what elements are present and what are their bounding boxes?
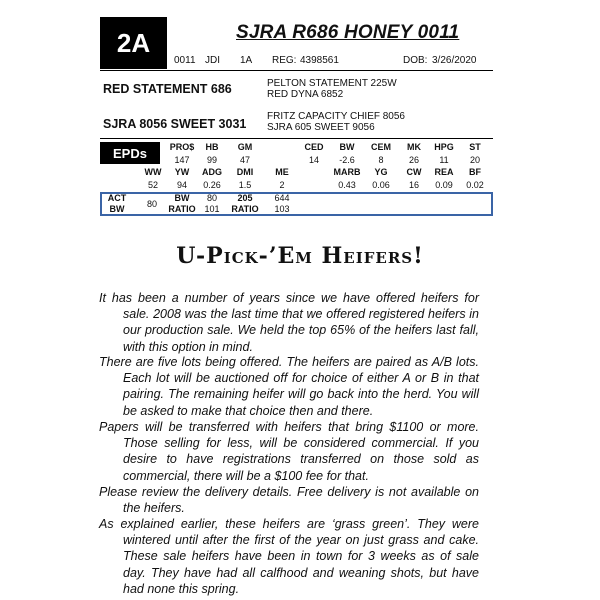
paragraph: There are five lots being offered. The heifers are paired as A/B lots. Each lot will be auctioned off for choice of either A or B in that pairing. The remaining heifer will go back into the herd. You will be asked to make that choice then and there.: [99, 355, 479, 418]
epd-header: CEM: [371, 142, 391, 152]
dam-of-sire: RED DYNA 6852: [267, 89, 344, 100]
epd-header: CW: [406, 167, 422, 177]
epd-header: BW: [339, 142, 355, 152]
wean-ratio-label: RATIO: [231, 204, 259, 214]
epd-value: 26: [408, 155, 419, 165]
paragraph: As explained earlier, these heifers are ‘grass green’. They were wintered until after the first of the year on just grass and cake. These sale heifers have been in town for 3 weeks as of sale day. They have had all calfhood and weaning shots, but have had none this spring.: [99, 517, 479, 596]
bw-label: BW: [174, 193, 190, 203]
epd-header: MK: [407, 142, 421, 152]
epd-value: 0.06: [372, 180, 390, 190]
lot-number: 2A: [100, 17, 167, 69]
epd-header: ME: [275, 167, 289, 177]
dam-name: SJRA 8056 SWEET 3031: [103, 117, 247, 131]
act-label: ACT: [107, 193, 127, 203]
wean-ratio: 103: [274, 204, 290, 214]
epd-value: 47: [239, 155, 250, 165]
sire-name: RED STATEMENT 686: [103, 82, 232, 96]
paragraph: Please review the delivery details. Free delivery is not available on the heifers.: [99, 485, 479, 516]
epd-header: GM: [237, 142, 253, 152]
epds-label: EPDs: [100, 142, 160, 164]
dob-label: DOB:: [403, 55, 428, 66]
epd-value: 52: [147, 180, 158, 190]
epd-header: CED: [304, 142, 324, 152]
epd-value: 20: [469, 155, 480, 165]
act-bw-label: BW: [109, 204, 125, 214]
dam-of-dam: SJRA 605 SWEET 9056: [267, 122, 375, 133]
bw-value: 80: [206, 193, 217, 203]
act-bw-value: 80: [146, 199, 157, 209]
wean-value: 644: [274, 193, 290, 203]
epd-value: 0.43: [338, 180, 356, 190]
epd-header: HPG: [434, 142, 454, 152]
dob: 3/26/2020: [432, 55, 477, 66]
epd-header: PRO$: [169, 142, 195, 152]
lot-code: 1A: [240, 55, 253, 66]
reg-label: REG:: [272, 55, 297, 66]
section-heading: U-Pick-’Em Heifers!: [176, 243, 424, 269]
epd-header: MARB: [333, 167, 361, 177]
epd-value: 14: [308, 155, 319, 165]
animal-name: SJRA R686 HONEY 0011: [236, 22, 460, 43]
epd-header: REA: [434, 167, 454, 177]
epd-header: DMI: [236, 167, 254, 177]
reg-number: 4398561: [300, 55, 339, 66]
epd-header: ST: [469, 142, 481, 152]
epd-value: 16: [408, 180, 419, 190]
sire-of-sire: PELTON STATEMENT 225W: [267, 78, 397, 89]
wean-label: 205: [237, 193, 253, 203]
epd-value: 2: [279, 180, 285, 190]
epd-header: HB: [205, 142, 219, 152]
paragraph: It has been a number of years since we have offered heifers for sale. 2008 was the last time that we offered registered heifers in our production sale. We held the top 65% of the heifers last fall, with this option in mind.: [99, 291, 479, 354]
epd-value: -2.6: [339, 155, 355, 165]
sire-of-dam: FRITZ CAPACITY CHIEF 8056: [267, 111, 405, 122]
divider: [100, 70, 493, 71]
epd-value: 11: [439, 155, 449, 165]
bw-ratio: 101: [204, 204, 220, 214]
epd-value: 8: [378, 155, 384, 165]
tattoo: 0011: [174, 55, 196, 66]
owner: JDI: [205, 55, 220, 66]
epd-header: YW: [174, 167, 190, 177]
epd-header: WW: [144, 167, 162, 177]
epd-header: YG: [374, 167, 388, 177]
epd-value: 94: [176, 180, 187, 190]
paragraph: Papers will be transferred with heifers that bring $1100 or more. Those selling for less, will be considered commercial. If you desire to have registrations transferred on those sold as commercial, there will be a $100 fee for that.: [99, 420, 479, 483]
epd-value: 0.26: [203, 180, 221, 190]
epd-header: BF: [469, 167, 481, 177]
epd-value: 0.02: [466, 180, 484, 190]
bw-ratio-label: RATIO: [168, 204, 196, 214]
epd-value: 0.09: [435, 180, 453, 190]
divider: [100, 138, 493, 139]
epd-header: ADG: [202, 167, 222, 177]
epd-value: 99: [206, 155, 217, 165]
epd-value: 147: [174, 155, 190, 165]
epd-value: 1.5: [238, 180, 252, 190]
